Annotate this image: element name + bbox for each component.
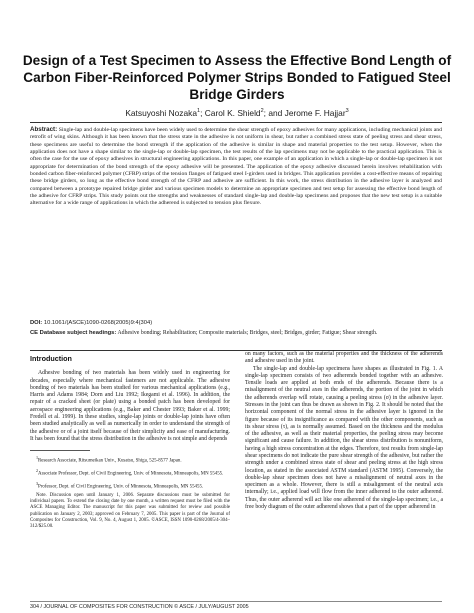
- body-paragraph: Adhesive bonding of two materials has been widely used in engineering for decades, especially where mechanical fasteners are not applicable. The adhesive bonding of two materials has been studied for various mechanical applications (e.g., Harris and Adams 1984; Dorn and Liu 1992; Ikegami et al. 1996). In addition, the repair of a cracked sheet (or plate) using a bonded patch has been developed for aerospace engineering applications (e.g., Baker and Chester 1993; Baker et al. 1999; Fredell et al. 1999). In these studies, single-lap joints or double-lap joints have often been studied analytically as well as numerically in order to understand the strength of the adhesive or of a joint itself because of their simplicity and ease of manufacturing. It has been found that the stress distribution in the adhesive is not simple and depends: [30, 370, 230, 442]
- affiliation-mark: 1: [197, 108, 201, 115]
- right-column: [245, 351, 443, 511]
- author-name: Jerome F. Hajjar: [284, 108, 346, 118]
- doi: [30, 320, 442, 326]
- author-separator: ;: [200, 108, 205, 118]
- affiliation-mark: 2: [260, 108, 264, 115]
- footnote-rule: [30, 450, 90, 451]
- introduction-heading: Introduction: [30, 354, 72, 363]
- footnote-mark: 1: [36, 455, 39, 461]
- author-name: Katsuyoshi Nozaka: [125, 108, 198, 118]
- footnote-mark: 3: [36, 480, 39, 486]
- page-footer: 304 / JOURNAL OF COMPOSITES FOR CONSTRUCTION © ASCE / JULY/AUGUST 2005: [30, 604, 249, 610]
- affiliation-mark: 3: [345, 108, 349, 115]
- abstract-label: Abstract:: [30, 126, 58, 133]
- footnote: [30, 481, 230, 491]
- footnote: [30, 468, 230, 478]
- doi-value: 10.1061/(ASCE)1090-0268(2005)9:4(304): [43, 320, 153, 326]
- abstract-text: Single-lap and double-lap specimens have been widely used to determine the shear strength of epoxy adhesives for many applications, including mechanical joints and retrofit of wing skins. Although it has been known that the stress state in the adhesive is not uniform in shear, but rather a combined stress state of peeling stress and shear stress, these specimens are useful to determine the bond strength if the application of the adhesive is similar in shape and material properties to the test setup. However, when the application does not have a shape similar to the single-lap or double-lap specimen, the test results of the lap specimens may not be applicable to the practical application. This is often the case for the use of epoxy adhesives in structural engineering applications. In this paper, one example of an application in which a single-lap or double-lap specimen is not appropriate for determination of the bond strength of the epoxy adhesive will be presented. The application of the epoxy adhesive discussed herein involves rehabilitation with bonded carbon fiber-reinforced polymer (CFRP) strips of the tension flanges of fatigued steel I-girders used in bridges. This application provides a cost-effective means of repairing these bridge girders, so long as the effective bond strength of the CFRP and adhesive are sufficient. In this work, the stress distribution in the adhesive layer is analyzed and compared between a prototype repaired bridge girder and various specimen models to determine an appropriate specimen and test setup for assessing the effective bond length of the adhesive for CFRP strips. This study points out the strengths and weaknesses of standard single-lap and double-lap specimens and proposes that the new test setup is a suitable alternative for a wide range of applications in which the adherend is subjected to tension plus flexure.: [30, 127, 442, 207]
- author-line: [20, 108, 454, 118]
- doi-label: DOI:: [30, 320, 43, 326]
- footnote-note: [30, 493, 230, 530]
- subject-headings: [30, 330, 442, 338]
- header-rule: [30, 122, 442, 123]
- body-paragraph: The single-lap and double-lap specimens have shapes as illustrated in Fig. 1. A single-lap specimen consists of two adherends bonded together with an adhesive. Tensile loads are applied at both ends of the adherends. Because there is a misalignment of the neutral axes in the adherends, the portion of the joint in which the adherends overlap will rotate, causing a peeling stress (σ) in the adhesive layer. Stresses in the joint can thus be drawn as shown in Fig. 2. It should be noted that the horizontal component of the normal stress in the adhesive layer is ignored in the figure because of its insignificance as compared with the other components, such as its shear stress (τ), as is normally assumed. Based on the thickness and the modulus of the adhesive, as well as their material properties, the peeling stress may become significant and cause failure. In addition, the shear stress distribution is nonuniform, having a high stress concentration at the edges. Therefore, test results from single-lap shear specimens do not indicate the pure shear strength of the adhesive, but rather the strength under a combined stress state of shear and peeling stress at the high stress location, as stated in the associated ASTM standard (ASTM 1995). Conversely, the double-lap shear specimen does not have a misalignment of neutral axes in the specimen as a whole. However, there is still a misalignment of the neutral axis internally; i.e., applied load will flow from the inner adherend to the outer adherend. Thus, the outer adherend will act like one adherend of the single-lap specimen; i.e., a free body diagram of the outer adherend shows that a part of the upper adherend in: [245, 365, 443, 510]
- footnote: [30, 455, 230, 465]
- footnote-text: Note. Discussion open until January 1, 2006. Separate discussions must be submitted for individual papers. To extend the closing date by one month, a written request must be filed with the ASCE Managing Editor. The manuscript for this paper was submitted for review and possible publication on January 2, 2003; approved on February 7, 2005. This paper is part of the Journal of Composites for Construction, Vol. 9, No. 4, August 1, 2005. ©ASCE, ISSN 1090-0268/2005/4-304–312/$25.00.: [30, 493, 230, 529]
- subject-headings-value: Adhesive bonding; Rehabilitation; Composite materials; Bridges, steel; Bridges, girder; Fatigue; Shear strength.: [117, 330, 378, 336]
- author-separator: ; and: [263, 108, 285, 118]
- footnote-text: Research Associate, Ritsumeikan Univ., Kusatsu, Shiga, 525-8577 Japan.: [38, 458, 182, 464]
- abstract: [30, 126, 442, 208]
- body-paragraph: on many factors, such as the material properties and the thickness of the adherends and adhesive used in the joint.: [245, 351, 443, 365]
- footnote-mark: 2: [36, 467, 39, 473]
- footer-rule: [30, 601, 442, 602]
- footnote-text: Associate Professor, Dept. of Civil Engineering, Univ. of Minnesota, Minneapolis, MN 55455.: [38, 471, 224, 477]
- subject-headings-label: CE Database subject headings:: [30, 330, 117, 336]
- author-name: Carol K. Shield: [204, 108, 261, 118]
- left-column: [30, 352, 230, 533]
- paper-title: Design of a Test Specimen to Assess the Effective Bond Length of Carbon Fiber-Reinforced Polymer Strips Bonded to Fatigued Steel Bridge Girders: [22, 53, 452, 102]
- footnote-text: Professor, Dept. of Civil Engineering, Univ. of Minnesota, Minneapolis, MN 55455.: [38, 484, 204, 490]
